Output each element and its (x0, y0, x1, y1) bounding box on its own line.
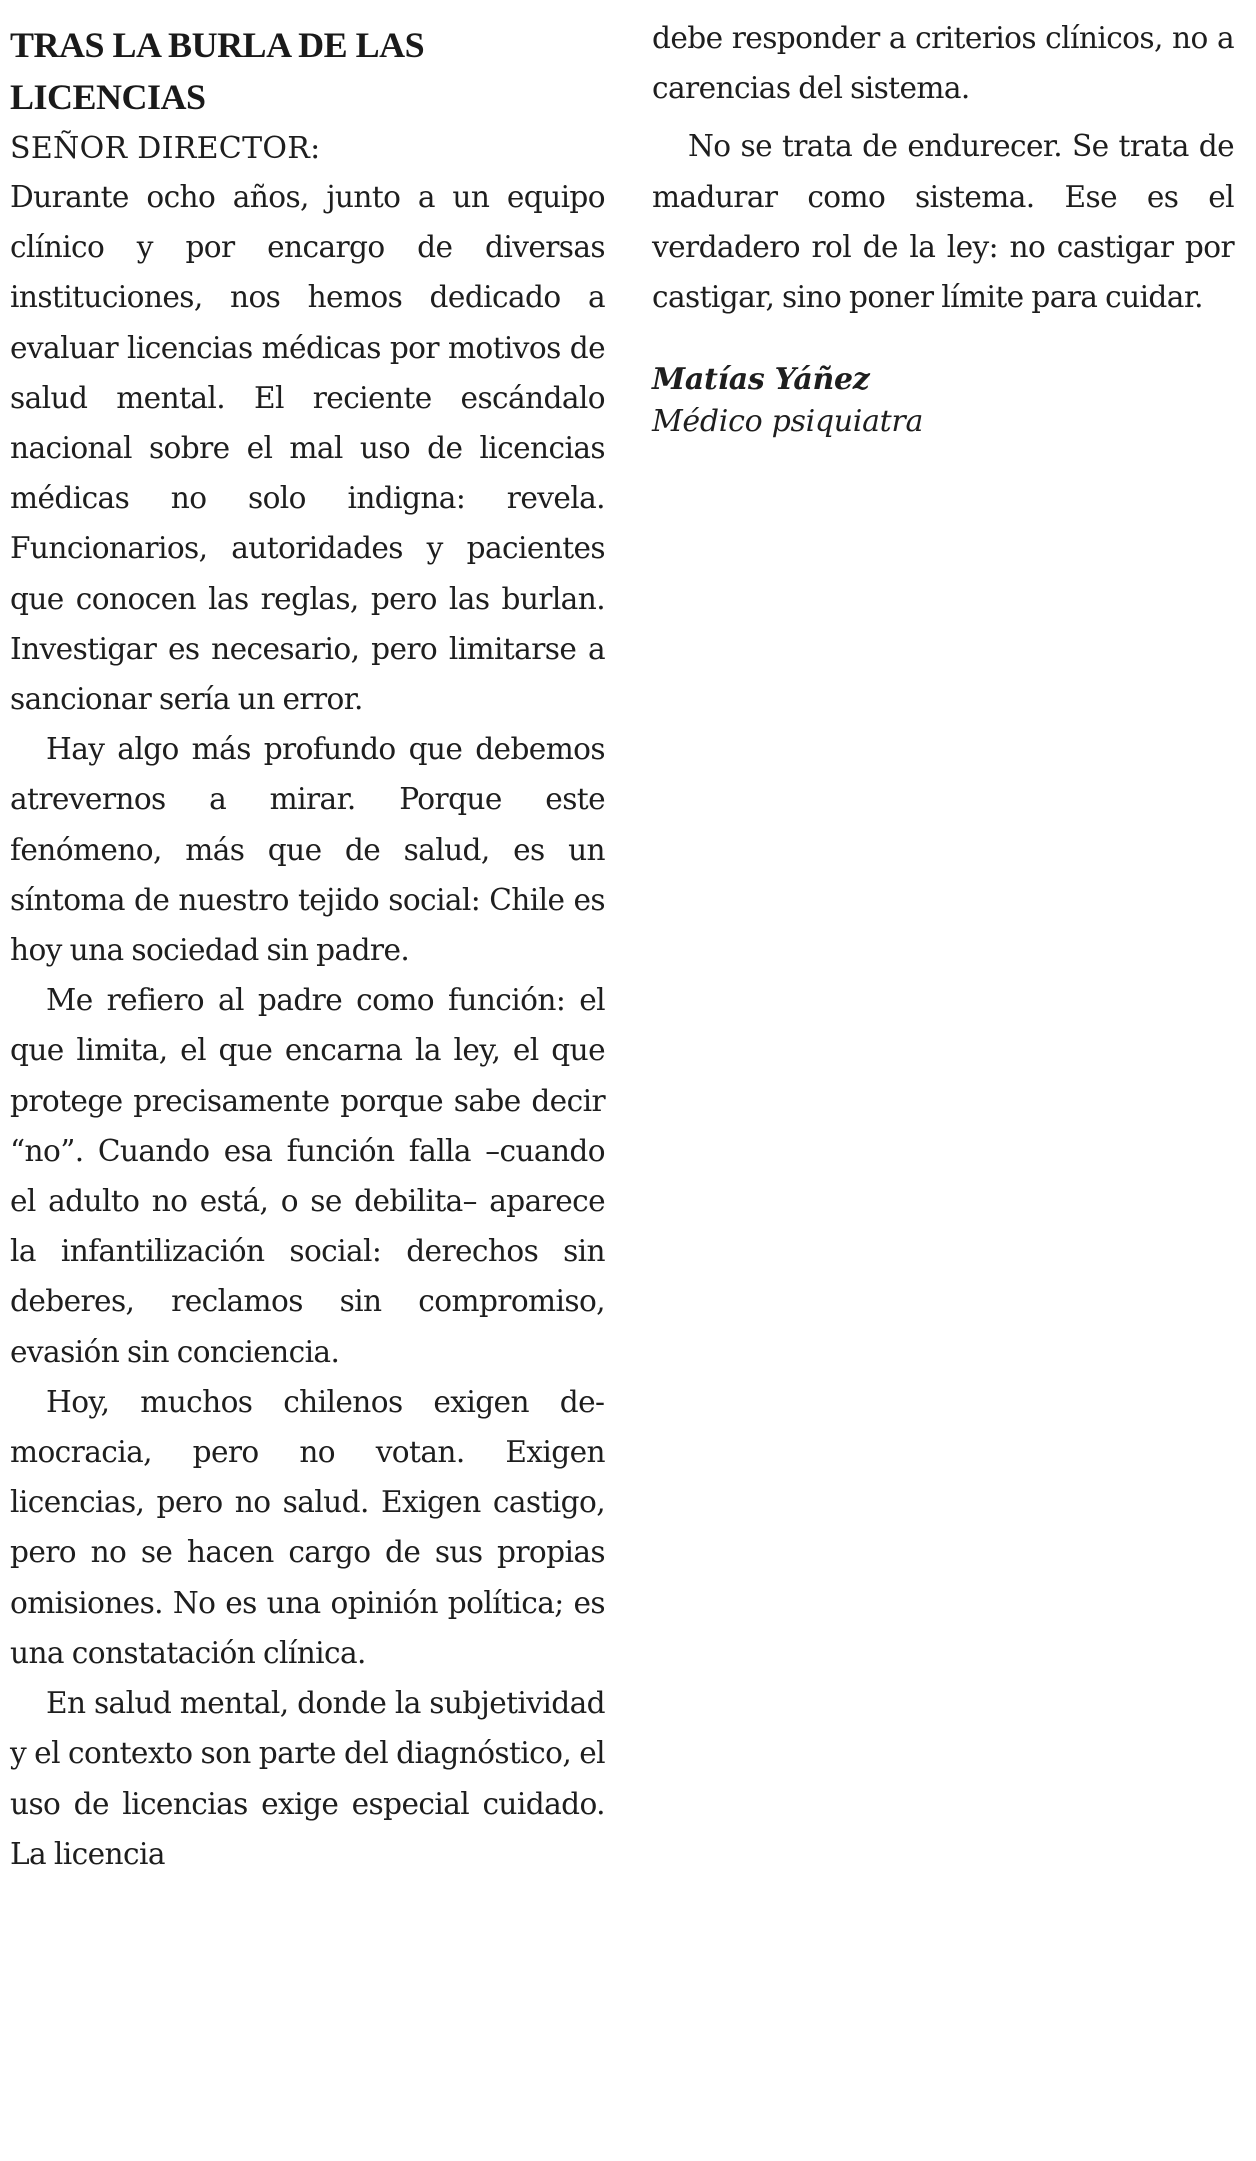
left-column (10, 0, 605, 1879)
salutation: SEÑOR DIRECTOR: (10, 131, 321, 166)
right-column (652, 0, 1234, 442)
signature-block (652, 358, 1234, 442)
letter-title: TRAS LA BURLA DE LAS LICENCIAS (10, 25, 425, 117)
paragraph-5-continued: debe responder a criterios clínicos, no a carencias del sistema. (652, 21, 1234, 106)
paragraph-6: No se trata de endurecer. Se trata de madurar como sistema. Ese es el verdadero rol de la ley: no castigar por castigar, sino poner límite para cuidar. (652, 129, 1234, 315)
paragraph-1: Durante ocho años, junto a un equipo clínico y por encargo de diversas instituciones, nos hemos dedicado a evaluar licencias médicas por motivos de salud mental. El reciente escándalo nacional sobre el mal uso de licencias médicas no solo indigna: revela. Funcionarios, autoridades y pacientes que conocen las reglas, pero las burlan. Investigar es necesario, pero limitarse a sancionar sería un error. (10, 180, 605, 717)
paragraph-3: Me refiero al padre como función: el que limita, el que encarna la ley, el que protege precisamente porque sabe decir “no”. Cuando esa función falla –cuando el adulto no está, o se debilita– aparece la infantilización social: derechos sin deberes, reclamos sin compromiso, evasión sin conciencia. (10, 983, 605, 1369)
author-title: Médico psiquiatra (652, 404, 924, 440)
paragraph-4: Hoy, muchos chilenos exigen democracia, pero no votan. Exigen licencias, pero no salud. Exigen castigo, pero no se hacen cargo de sus propias omisiones. No es una opinión política; es una constatación clínica. (10, 1384, 605, 1670)
author-name: Matías Yáñez (652, 362, 870, 398)
paragraph-2: Hay algo más profundo que debemos atrevernos a mirar. Porque este fenómeno, más que de salud, es un síntoma de nuestro tejido social: Chile es hoy una sociedad sin padre. (10, 732, 605, 968)
paragraph-5: En salud mental, donde la subjetividad y el contexto son parte del diagnóstico, el uso de licencias exige especial cuidado. La licencia (10, 1686, 605, 1871)
